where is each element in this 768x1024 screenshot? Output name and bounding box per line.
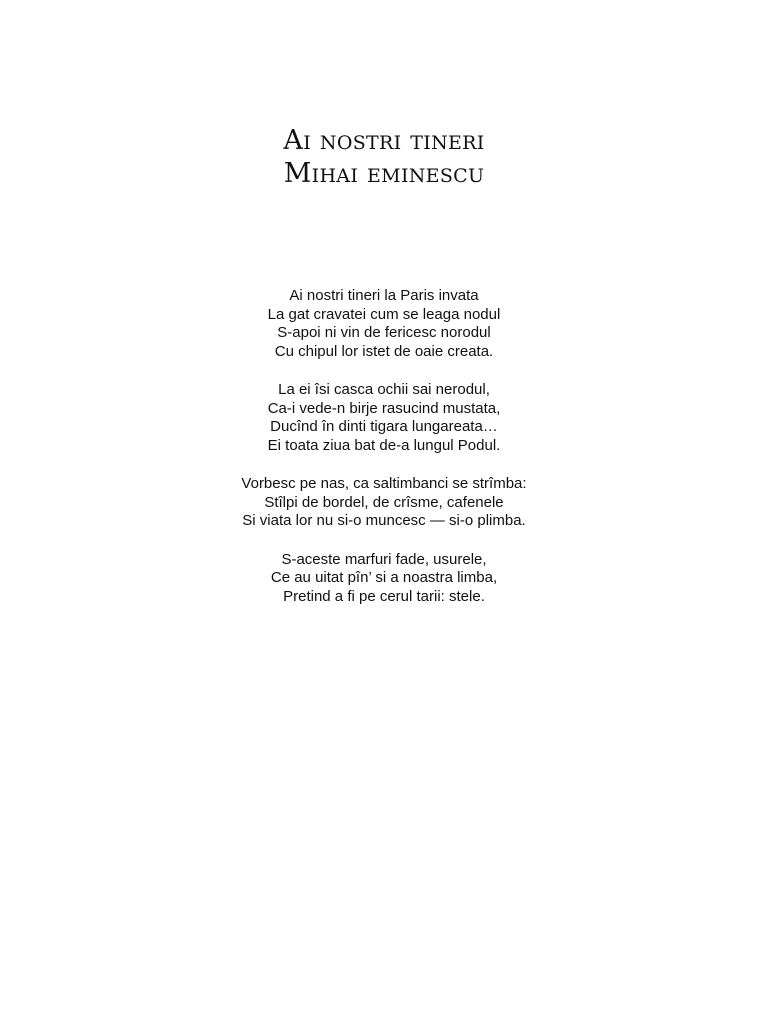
verse-line: Ca-i vede-n birje rasucind mustata, — [267, 399, 501, 417]
verse-line: S-aceste marfuri fade, usurele, — [281, 550, 487, 568]
verse-line: Ce au uitat pîn’ si a noastra limba, — [270, 569, 498, 586]
verse-line: Si viata lor nu si-o muncesc — si-o plimba. — [242, 512, 526, 529]
verse-line: Ei toata ziua bat de-a lungul Podul. — [267, 436, 501, 454]
poem-title — [0, 124, 768, 190]
verse-line: Pretind a fi pe cerul tarii: stele. — [283, 587, 485, 605]
poem-body — [0, 287, 768, 626]
verse-line: Ai nostri tineri la Paris invata — [289, 287, 479, 304]
stanza — [0, 551, 768, 607]
verse-line: La ei îsi casca ochii sai nerodul, — [278, 381, 490, 398]
verse-line: La gat cravatei cum se leaga nodul — [267, 305, 501, 323]
verse-line: Ducînd în dinti tigara lungareata… — [270, 418, 498, 435]
verse-line: Cu chipul lor istet de oaie creata. — [274, 342, 494, 360]
stanza — [0, 475, 768, 531]
verse-line: Vorbesc pe nas, ca saltimbanci se strîmba: — [241, 475, 527, 492]
stanza — [0, 381, 768, 455]
stanza — [0, 287, 768, 361]
poem-title-line: Ai nostri tineri — [283, 125, 485, 156]
verse-line: Stîlpi de bordel, de crîsme, cafenele — [264, 493, 504, 511]
poem-author-line: Mihai eminescu — [283, 158, 485, 189]
verse-line: S-apoi ni vin de fericesc norodul — [277, 324, 491, 341]
